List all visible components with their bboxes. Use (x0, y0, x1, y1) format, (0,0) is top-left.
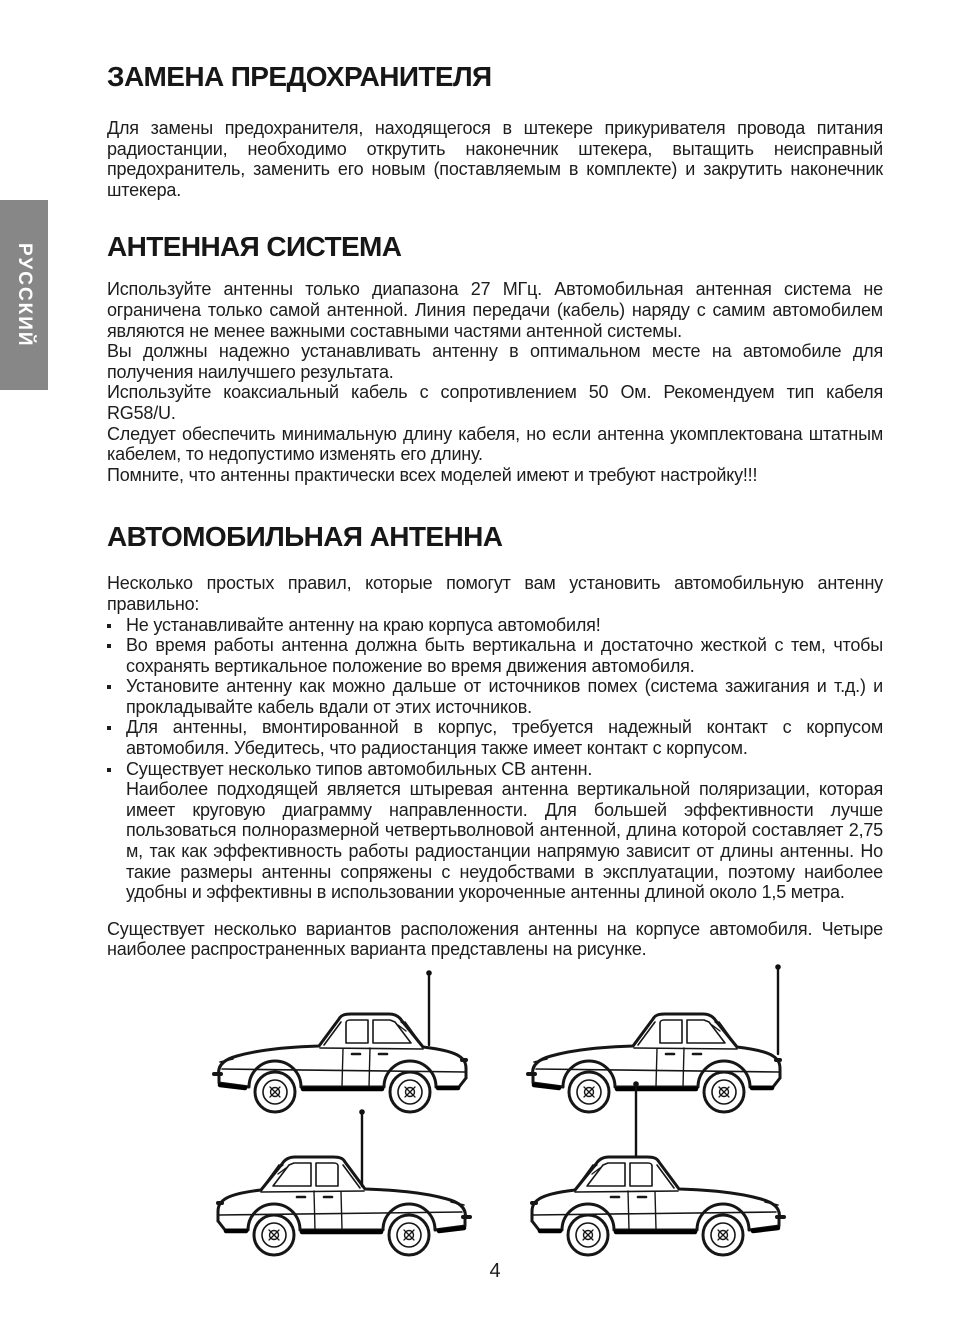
list-item: Для антенны, вмонтированной в корпус, требуется надежный контакт с корпусом автомобиля. Убедитесь, что радиостанция также имеет контакт с корпусом. (107, 717, 883, 758)
bullet-icon (107, 676, 126, 717)
bullet-icon (107, 759, 126, 903)
paragraph: Вы должны надежно устанавливать антенну в оптимальном месте на автомобиле для получения наилучшего результата. (107, 341, 883, 382)
language-tab-label: РУССКИЙ (14, 242, 35, 348)
bullet-icon (107, 615, 126, 636)
list-item: Не устанавливайте антенну на краю корпуса автомобиля! (107, 615, 883, 636)
antenna-icon (359, 1109, 365, 1186)
paragraph: Следует обеспечить минимальную длину кабеля, но если антенна укомплектована штатным кабелем, то недопустимо изменять его длину. (107, 423, 883, 465)
text-column (107, 0, 883, 960)
list-item-continuation: Наиболее подходящей является штыревая антенна вертикальной поляризации, которая имеет круговую диаграмму направленности. Для большей эффективности лучше пользоваться полноразмерной четвертьволновой антенной, длина которой составляет 2,75 м, так как эффективность работы радиостанции напрямую зависит от длины антенны. Но такие размеры антенны сопряжены с неудобствами в эксплуатации, поэтому наиболее удобны и эффективны в использовании укороченные антенны длиной около 1,5 метра. (126, 779, 883, 903)
bullet-icon (107, 635, 126, 676)
list-item-text: Существует несколько типов автомобильных СВ антенн. (126, 758, 593, 779)
antenna-icon (633, 1081, 639, 1156)
antenna-positions-figure (107, 906, 883, 1286)
section-title-fuse-replacement: ЗАМЕНА ПРЕДОХРАНИТЕЛЯ (107, 61, 492, 92)
antenna-icon (775, 964, 781, 1054)
paragraph: Помните, что антенны практически всех моделей имеют и требуют настройку!!! (107, 464, 758, 485)
closing-paragraph: Существует несколько вариантов расположения антенны на корпусе автомобиля. Четыре наиболее распространенных варианта представлены на рисунке. (107, 918, 883, 960)
list-item (107, 759, 883, 903)
list-item: Во время работы антенна должна быть вертикальна и достаточно жесткой с тем, чтобы сохранять вертикальное положение во время движения автомобиля. (107, 635, 883, 676)
paragraph: Используйте антенны только диапазона 27 МГц. Автомобильная антенная система не ограничена только самой антенной. Линия передачи (кабель) наряду с самим автомобилем являются не менее важными составными частями антенной системы. (107, 279, 883, 341)
car-illustration-front-wing-antenna (212, 1069, 472, 1269)
paragraph: Используйте коаксиальный кабель с сопротивлением 50 Ом. Рекомендуем тип кабеля RG58/U. (107, 382, 883, 423)
car-illustration-roof-antenna (526, 1069, 786, 1269)
section-title-antenna-system: АНТЕННАЯ СИСТЕМА (107, 231, 402, 263)
car-antenna-bullet-list (107, 615, 883, 903)
language-tab (0, 200, 48, 390)
page-number: 4 (489, 1260, 501, 1282)
car-antenna-intro: Несколько простых правил, которые помогут вам установить автомобильную антенну правильно: (107, 573, 883, 614)
section-title-car-antenna: АВТОМОБИЛЬНАЯ АНТЕННА (107, 521, 503, 553)
fuse-paragraph: Для замены предохранителя, находящегося в штекере прикуривателя провода питания радиостанции, необходимо открутить наконечник штекера, вытащить неисправный предохранитель, заменить его новым (поставляемым в комплекте) и закрутить наконечник штекера. (107, 118, 883, 200)
bullet-icon (107, 717, 126, 758)
list-item: Установите антенну как можно дальше от источников помех (система зажигания и т.д.) и прокладывайте кабель вдали от этих источников. (107, 676, 883, 717)
antenna-system-paragraphs (107, 279, 883, 485)
antenna-icon (426, 970, 432, 1045)
